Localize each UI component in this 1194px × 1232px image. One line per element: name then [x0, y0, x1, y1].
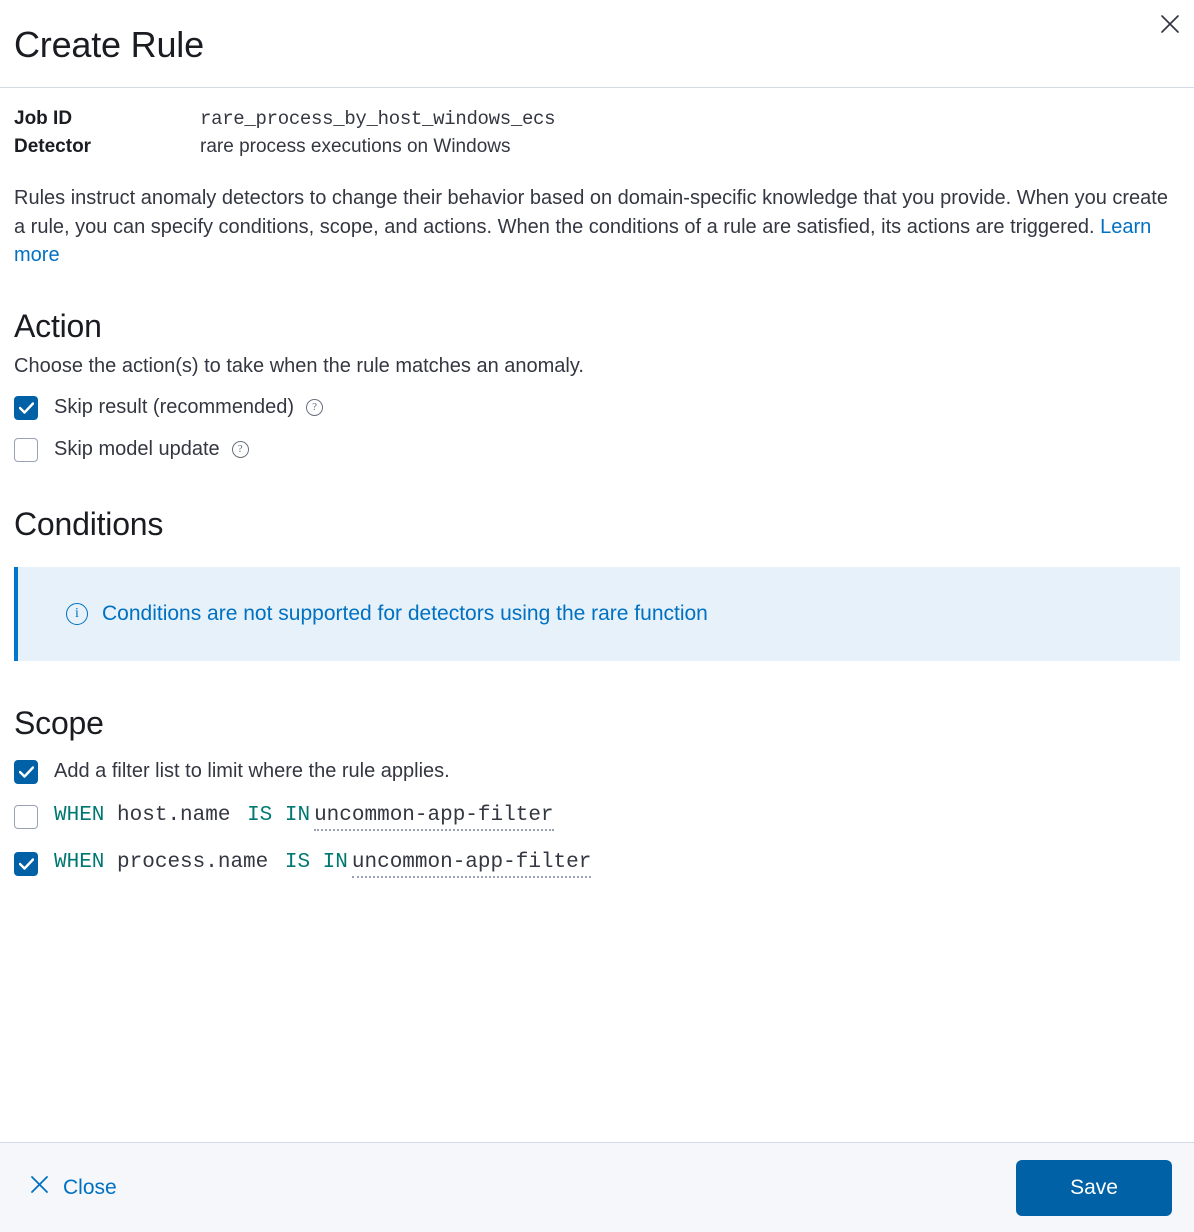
detector-label: Detector	[14, 136, 92, 158]
filter-list-checkbox[interactable]	[14, 760, 38, 784]
skip-result-checkbox[interactable]	[14, 396, 38, 420]
filter-row[interactable]	[14, 851, 1180, 878]
filter-field[interactable]: process.name	[117, 850, 269, 874]
conditions-callout-text: Conditions are not supported for detectors using the rare function	[102, 601, 708, 625]
filter-list-row[interactable]	[14, 760, 1180, 784]
save-button[interactable]: Save	[1016, 1160, 1172, 1216]
filter-host-name-checkbox[interactable]	[14, 805, 38, 829]
help-icon[interactable]: ?	[306, 399, 323, 416]
filter-expression	[54, 804, 554, 831]
action-section-title: Action	[14, 307, 102, 344]
description-body: Rules instruct anomaly detectors to change their behavior based on domain-specific knowledge that you provide. When you create a rule, you can specify conditions, scope, and actions. When the conditions of a rule are satisfied, its actions are triggered.	[14, 187, 1168, 238]
filter-keyword: WHEN	[54, 803, 105, 827]
filter-field[interactable]: host.name	[117, 803, 231, 827]
filter-list-label: Add a filter list to limit where the rule applies.	[54, 760, 450, 783]
filter-row[interactable]	[14, 804, 1180, 831]
filter-keyword: WHEN	[54, 850, 105, 874]
close-button-label: Close	[63, 1175, 117, 1199]
detector-row	[14, 136, 1180, 158]
skip-model-update-checkbox[interactable]	[14, 438, 38, 462]
filter-operator[interactable]: IS IN	[284, 850, 348, 874]
info-icon: i	[66, 603, 88, 625]
flyout-body	[0, 88, 1194, 1142]
conditions-section-title: Conditions	[14, 505, 164, 542]
skip-model-update-row[interactable]	[14, 438, 1180, 462]
close-icon[interactable]	[1154, 8, 1186, 40]
job-id-label: Job ID	[14, 108, 73, 130]
skip-model-update-label: Skip model update	[54, 438, 220, 461]
conditions-callout	[14, 567, 1180, 661]
action-section-subtitle: Choose the action(s) to take when the rule matches an anomaly.	[14, 354, 584, 377]
close-button[interactable]	[22, 1169, 125, 1206]
x-icon	[30, 1175, 49, 1200]
scope-section-title: Scope	[14, 704, 104, 741]
flyout-header	[0, 0, 1194, 88]
learn-more-link[interactable]: Learn more	[14, 215, 1152, 267]
filter-operator[interactable]: IS IN	[247, 803, 311, 827]
skip-result-label: Skip result (recommended)	[54, 396, 295, 419]
filter-process-name-checkbox[interactable]	[14, 852, 38, 876]
page-title: Create Rule	[14, 24, 204, 65]
job-id-row	[14, 108, 1180, 130]
detector-value: rare process executions on Windows	[200, 136, 511, 158]
description-text	[14, 184, 1174, 269]
filter-value[interactable]: uncommon-app-filter	[314, 804, 553, 831]
help-icon[interactable]: ?	[232, 441, 249, 458]
skip-result-row[interactable]	[14, 396, 1180, 420]
job-id-value: rare_process_by_host_windows_ecs	[200, 108, 556, 131]
flyout-footer	[0, 1142, 1194, 1232]
filter-expression	[54, 851, 591, 878]
filter-value[interactable]: uncommon-app-filter	[352, 851, 591, 878]
